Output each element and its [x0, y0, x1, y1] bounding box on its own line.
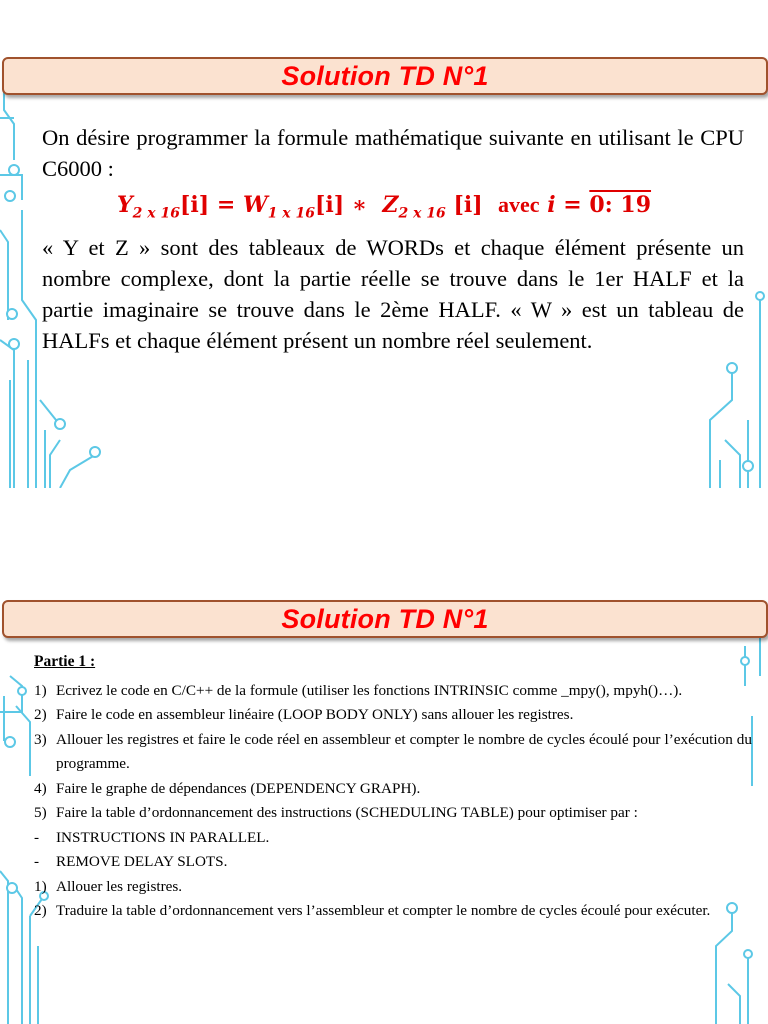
list-item-text: INSTRUCTIONS IN PARALLEL.: [56, 828, 270, 846]
formula-eq: =: [216, 192, 236, 218]
list-item-text: Faire le code en assembleur linéaire (LOOP BODY ONLY) sans allouer les registres.: [56, 706, 574, 723]
formula-y-idx: [i]: [180, 192, 210, 218]
list-item-text: Faire le graphe de dépendances (DEPENDENCY GRAPH).: [56, 779, 421, 797]
list-item: [34, 899, 752, 924]
list-item-text: REMOVE DELAY SLOTS.: [56, 853, 228, 870]
formula-y-sub: 2 x 16: [132, 205, 180, 222]
formula-w: W: [242, 192, 268, 218]
formula: [0, 192, 768, 221]
formula-eq-2: =: [563, 192, 582, 218]
slide-title-2: Solution TD N°1: [281, 603, 489, 634]
list-item-marker: 4): [34, 779, 47, 797]
list-item-text: Traduire la table d’ordonnancement vers l’assembleur et compter le nombre de cycles écoulé pour exécuter.: [56, 902, 711, 919]
intro-paragraph: On désire programmer la formule mathématique suivante en utilisant le CPU C6000 :: [42, 125, 744, 181]
formula-range: 0: 19: [589, 192, 652, 218]
formula-z-idx: [i]: [453, 192, 483, 218]
slide-title: Solution TD N°1: [281, 60, 489, 91]
list-item-marker: 1): [34, 877, 47, 895]
list-item-marker: 1): [34, 681, 47, 699]
body-paragraph: « Y et Z » sont des tableaux de WORDs et chaque élément présente un nombre complexe, dont la partie réelle se trouve dans le 1er HALF et la partie imaginaire se trouve dans le 2ème HALF. « W » est un tableau de HALFs et chaque élément présent un nombre réel seulement.: [42, 235, 744, 353]
list-item-text: Allouer les registres et faire le code réel en assembleur et compter le nombre de cycles écoulé pour l’exécution du programme.: [56, 730, 752, 772]
item-list: [34, 679, 752, 924]
formula-w-idx: [i]: [315, 192, 345, 218]
list-item-text: Ecrivez le code en C/C++ de la formule (utiliser les fonctions INTRINSIC comme _mpy(), mpyh()…).: [56, 681, 683, 699]
list-item: [34, 679, 752, 704]
list-item-marker: -: [34, 853, 40, 870]
list-item-marker: 3): [34, 730, 47, 748]
slide-1: [0, 0, 768, 488]
list-item: [34, 777, 752, 802]
title-bar-2: [2, 600, 768, 638]
list-item-text: Allouer les registres.: [56, 877, 183, 895]
formula-w-sub: 1 x 16: [267, 205, 316, 222]
list-item: [34, 703, 752, 728]
title-bar: [2, 57, 768, 95]
slide-2: [0, 536, 768, 1024]
formula-z-sub: 2 x 16: [398, 205, 446, 222]
list-item-marker: 5): [34, 804, 47, 821]
formula-i: i: [547, 192, 556, 218]
list-item-marker: -: [34, 828, 40, 846]
formula-avec: avec: [497, 192, 540, 217]
formula-y: Y: [116, 192, 133, 218]
list-item: [34, 875, 752, 900]
exercise-content: [34, 650, 752, 924]
section-heading: Partie 1 :: [34, 653, 96, 670]
formula-times: ∗: [351, 192, 368, 218]
list-item-marker: 2): [34, 902, 47, 919]
list-item-text: Faire la table d’ordonnancement des instructions (SCHEDULING TABLE) pour optimiser par :: [56, 804, 638, 821]
list-item: [34, 850, 752, 875]
formula-z: Z: [382, 192, 399, 218]
list-item-marker: 2): [34, 706, 47, 723]
list-item: [34, 826, 752, 851]
list-item: [34, 801, 752, 826]
list-item: [34, 728, 752, 777]
